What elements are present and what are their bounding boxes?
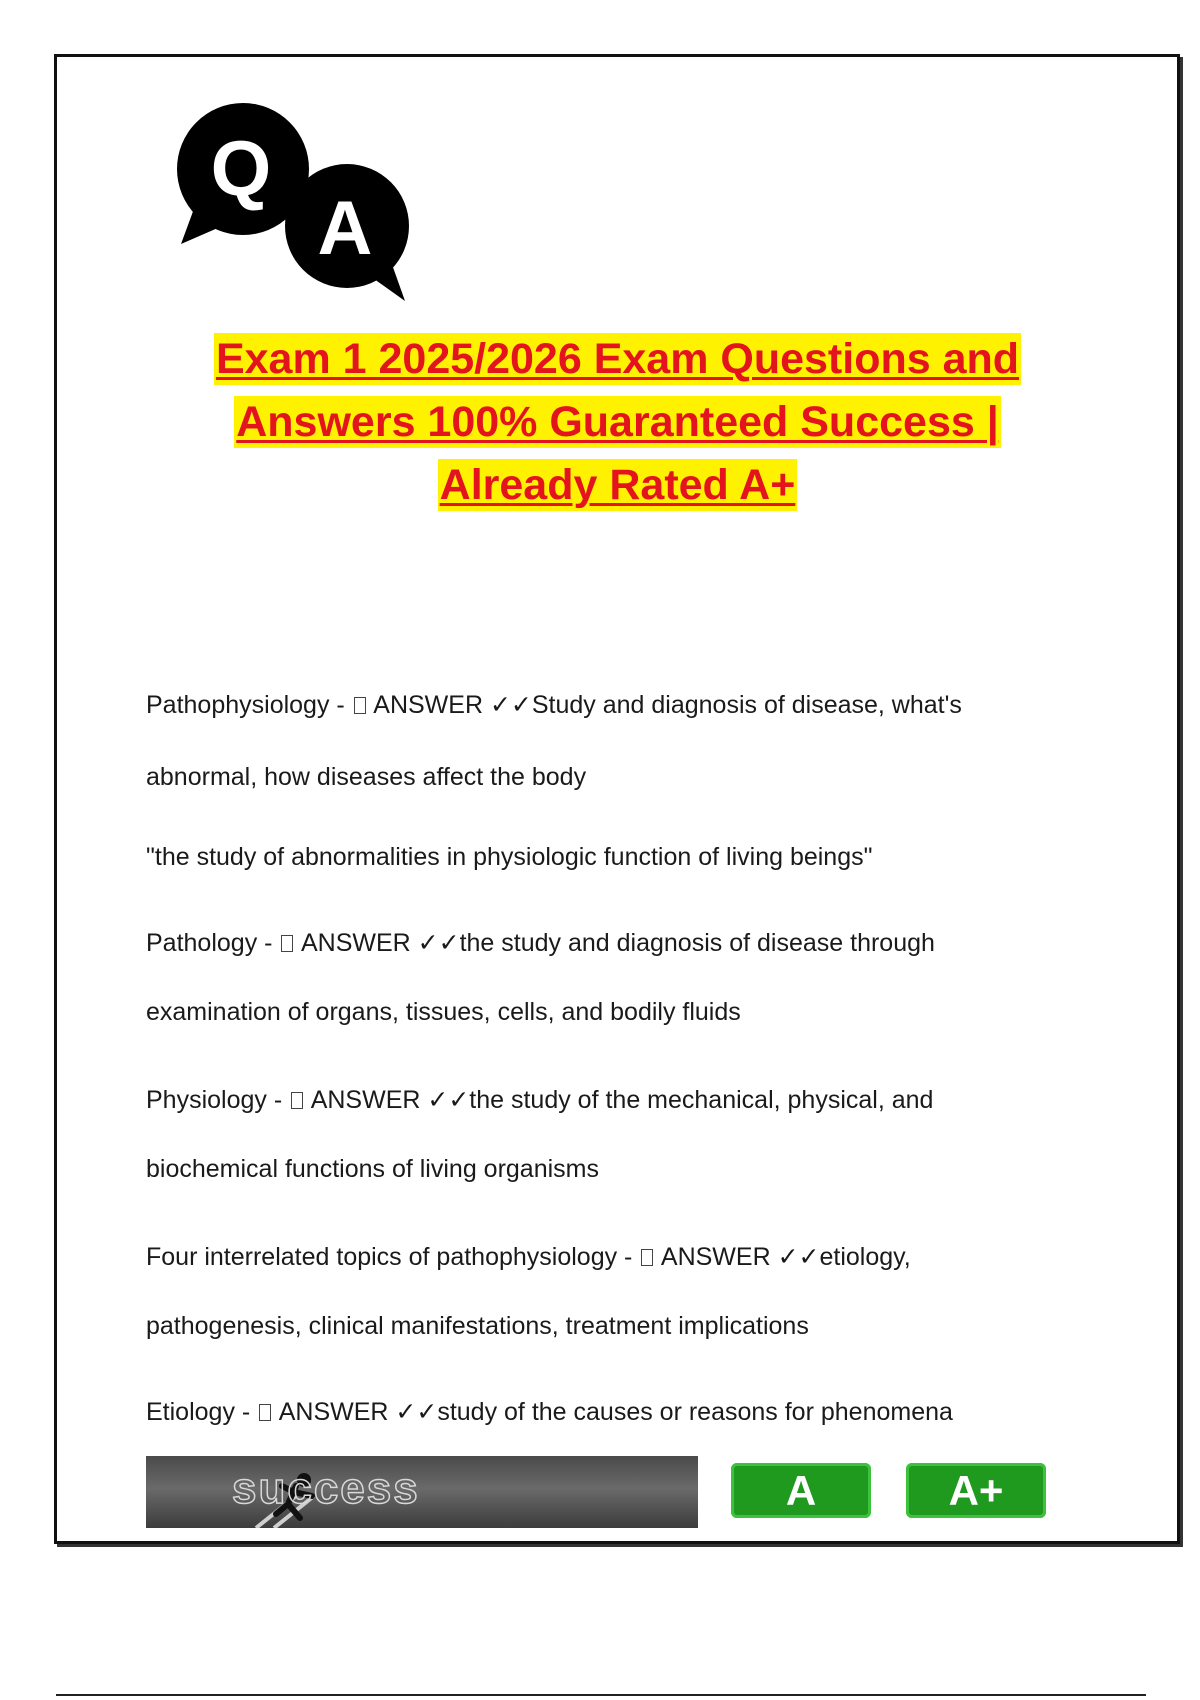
success-banner-image bbox=[146, 1456, 698, 1528]
entry-physiology-line-1 bbox=[146, 1085, 933, 1115]
entry-physiology-line-2: biochemical functions of living organisms bbox=[146, 1155, 599, 1183]
term: Etiology - bbox=[146, 1398, 258, 1426]
logo-q-letter: Q bbox=[210, 124, 272, 212]
grade-a-plus-badge: A+ bbox=[906, 1463, 1046, 1518]
title-line-3: Already Rated A+ bbox=[439, 461, 796, 509]
a-speech-bubble-icon bbox=[285, 164, 409, 301]
entry-pathology-line-2: examination of organs, tissues, cells, and bodily fluids bbox=[146, 998, 741, 1026]
answer-marker: ANSWER ✓✓ bbox=[301, 929, 460, 957]
missing-glyph-icon bbox=[259, 1404, 271, 1421]
success-text: success bbox=[232, 1464, 420, 1513]
definition: study of the causes or reasons for phenomena bbox=[437, 1398, 953, 1426]
missing-glyph-icon bbox=[281, 935, 293, 952]
grade-a-badge: A bbox=[731, 1463, 871, 1518]
term: Pathology - bbox=[146, 929, 280, 957]
answer-marker: ANSWER ✓✓ bbox=[278, 1398, 438, 1426]
footer-rule bbox=[56, 1694, 1146, 1696]
entry-etiology-line-1 bbox=[146, 1397, 953, 1427]
document-title bbox=[100, 328, 1135, 517]
entry-four-topics-line-1 bbox=[146, 1242, 911, 1272]
missing-glyph-icon bbox=[291, 1092, 303, 1109]
entry-pathology-line-1 bbox=[146, 928, 935, 958]
definition: Study and diagnosis of disease, what's bbox=[531, 691, 962, 719]
definition: the study of the mechanical, physical, and bbox=[469, 1086, 934, 1114]
term: Physiology - bbox=[146, 1086, 290, 1114]
missing-glyph-icon bbox=[641, 1249, 653, 1266]
runner-figure-icon bbox=[146, 1456, 698, 1528]
entry-pathophysiology-quote: "the study of abnormalities in physiologic function of living beings" bbox=[146, 843, 873, 871]
missing-glyph-icon bbox=[354, 697, 366, 714]
title-line-1: Exam 1 2025/2026 Exam Questions and bbox=[215, 335, 1020, 383]
answer-marker: ANSWER ✓✓ bbox=[373, 691, 532, 719]
logo-a-letter: A bbox=[317, 186, 373, 271]
title-line-2: Answers 100% Guaranteed Success | bbox=[236, 398, 999, 446]
answer-marker: ANSWER ✓✓ bbox=[660, 1243, 820, 1271]
entry-pathophysiology-line-2: abnormal, how diseases affect the body bbox=[146, 763, 587, 791]
entry-pathophysiology-line-1 bbox=[146, 690, 962, 720]
answer-marker: ANSWER ✓✓ bbox=[310, 1086, 470, 1114]
term: Four interrelated topics of pathophysiology - bbox=[146, 1243, 640, 1271]
badge-strip bbox=[146, 1456, 1046, 1530]
definition: the study and diagnosis of disease through bbox=[459, 929, 935, 957]
definition: etiology, bbox=[819, 1243, 911, 1271]
term: Pathophysiology - bbox=[146, 691, 352, 719]
entry-four-topics-line-2: pathogenesis, clinical manifestations, treatment implications bbox=[146, 1312, 809, 1340]
qa-logo bbox=[175, 96, 425, 306]
